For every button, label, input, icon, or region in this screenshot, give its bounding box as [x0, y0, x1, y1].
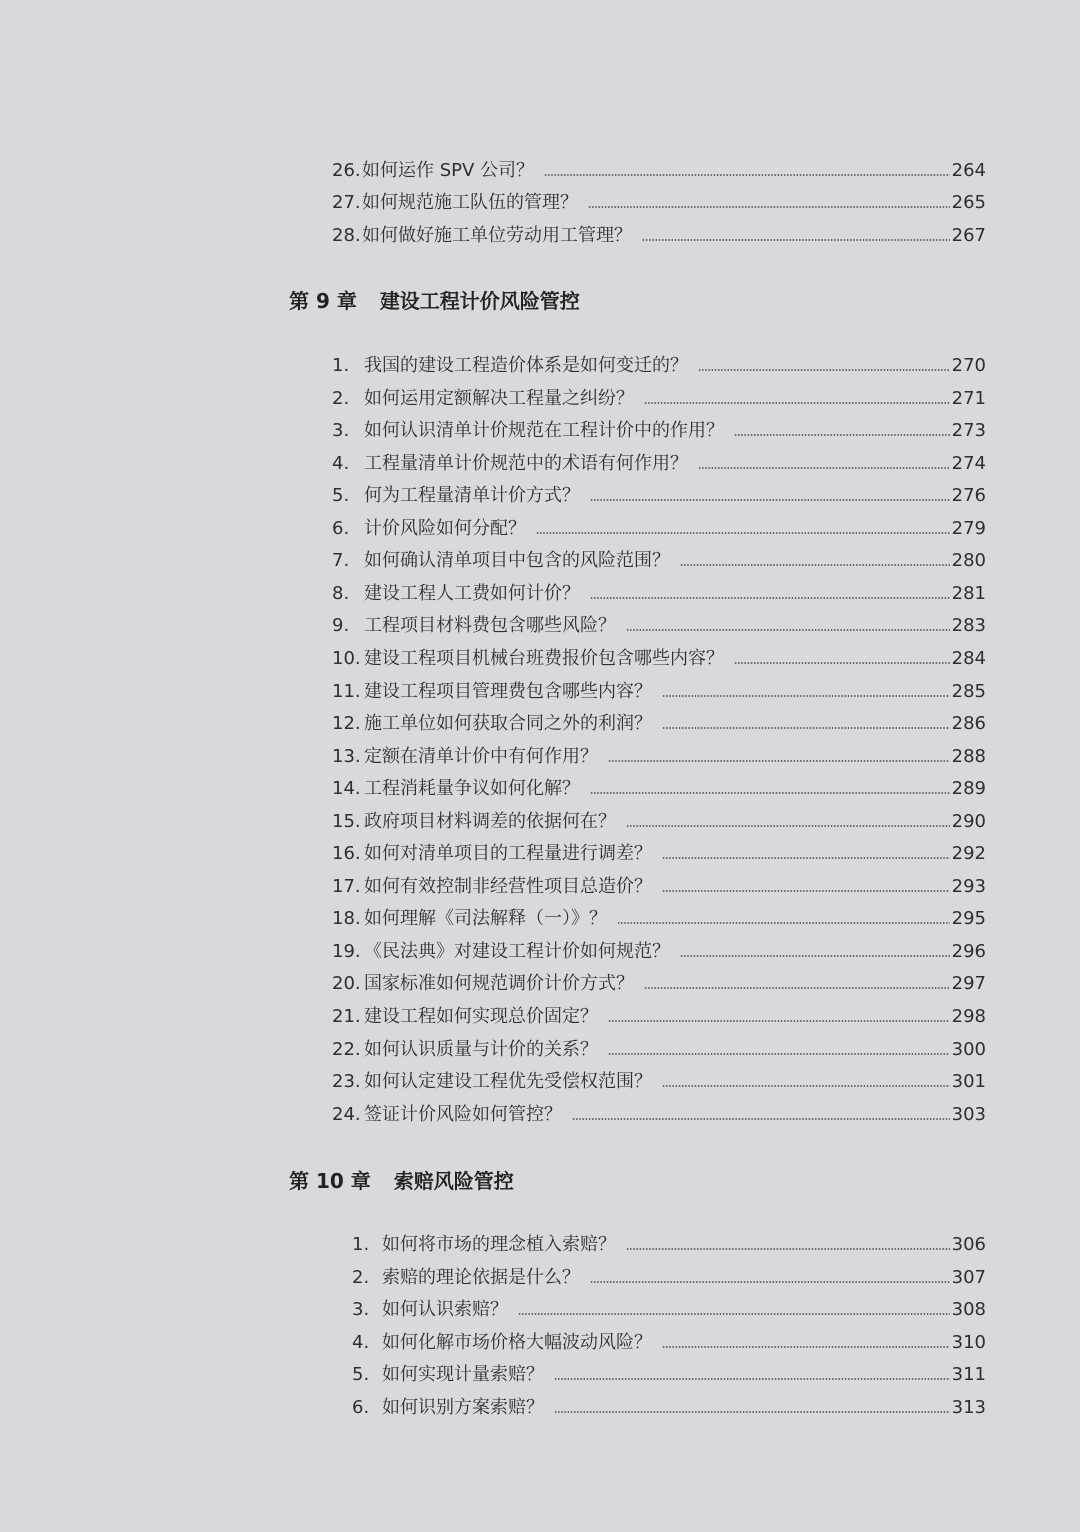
entry-number: 19.	[332, 940, 361, 962]
entry-title: 建设工程人工费如何计价？	[364, 582, 580, 604]
dot-leader	[626, 629, 950, 631]
entry-title: 定额在清单计价中有何作用？	[364, 745, 598, 767]
entry-number: 7.	[332, 550, 350, 572]
toc-entry[interactable]	[332, 384, 986, 414]
dot-leader	[590, 792, 950, 794]
entry-number: 3.	[352, 1299, 370, 1321]
entry-title: 如何有效控制非经营性项目总造价？	[364, 875, 652, 897]
toc-entry[interactable]	[332, 742, 986, 772]
entry-title: 索赔的理论依据是什么？	[382, 1266, 580, 1288]
toc-entry[interactable]	[332, 546, 986, 576]
entry-page: 265	[951, 192, 986, 213]
entry-number: 5.	[352, 1364, 370, 1386]
entry-title: 工程消耗量争议如何化解？	[364, 778, 580, 800]
dot-leader	[644, 402, 950, 404]
dot-leader	[734, 434, 950, 436]
entry-title: 如何做好施工单位劳动用工管理？	[362, 225, 632, 246]
entry-page: 280	[951, 550, 986, 572]
dot-leader	[608, 760, 950, 762]
entry-number: 23.	[332, 1071, 361, 1093]
entry-page: 284	[951, 647, 986, 669]
entry-title: 如何运用定额解决工程量之纠纷？	[364, 387, 634, 409]
entry-page: 313	[951, 1396, 986, 1418]
entry-page: 281	[951, 582, 986, 604]
toc-entry[interactable]	[332, 416, 986, 446]
entry-title: 如何认识清单计价规范在工程计价中的作用？	[364, 420, 724, 442]
entry-page: 286	[951, 713, 986, 735]
entry-page: 297	[951, 973, 986, 995]
entry-number: 20.	[332, 973, 361, 995]
toc-entry[interactable]	[332, 351, 986, 381]
entry-number: 17.	[332, 875, 361, 897]
entry-number: 1.	[332, 355, 350, 376]
toc-entry[interactable]	[332, 481, 986, 511]
entry-page: 279	[951, 517, 986, 539]
entry-page: 288	[951, 745, 986, 767]
toc-entry[interactable]	[332, 709, 986, 739]
chapter-title: 索赔风险管控	[393, 1169, 514, 1193]
entry-title: 建设工程如何实现总价固定？	[364, 1006, 598, 1027]
entry-number: 12.	[332, 713, 361, 735]
chapter-heading[interactable]	[289, 284, 580, 318]
dot-leader	[626, 1248, 950, 1250]
entry-page: 293	[951, 875, 986, 897]
dot-leader	[662, 695, 950, 697]
entry-title: 如何规范施工队伍的管理？	[362, 192, 578, 213]
dot-leader	[626, 825, 950, 827]
entry-number: 5.	[332, 485, 350, 507]
entry-page: 273	[951, 420, 986, 442]
entry-number: 21.	[332, 1006, 361, 1027]
dot-leader	[590, 1281, 950, 1283]
entry-number: 3.	[332, 420, 350, 442]
entry-title: 如何识别方案索赔？	[382, 1396, 544, 1418]
entry-page: 295	[951, 908, 986, 930]
entry-page: 308	[951, 1299, 986, 1321]
toc-entry[interactable]	[332, 611, 986, 641]
toc-entry[interactable]	[332, 579, 986, 609]
entry-page: 264	[951, 160, 986, 181]
entry-page: 276	[951, 485, 986, 507]
dot-leader	[588, 206, 950, 208]
entry-title: 如何对清单项目的工程量进行调差？	[364, 843, 652, 865]
entry-number: 27.	[332, 192, 361, 213]
entry-title: 如何确认清单项目中包含的风险范围？	[364, 550, 670, 572]
entry-page: 267	[951, 225, 986, 246]
toc-entry[interactable]	[332, 188, 986, 218]
entry-title: 如何认定建设工程优先受偿权范围？	[364, 1071, 652, 1093]
entry-title: 如何实现计量索赔？	[382, 1364, 544, 1386]
dot-leader	[617, 922, 950, 924]
toc-entry[interactable]	[332, 872, 986, 902]
dot-leader	[662, 1085, 950, 1087]
entry-number: 28.	[332, 225, 361, 246]
entry-title: 如何认识质量与计价的关系？	[364, 1038, 598, 1060]
entry-page: 310	[951, 1331, 986, 1353]
entry-title: 我国的建设工程造价体系是如何变迁的？	[364, 355, 688, 376]
entry-number: 2.	[352, 1266, 370, 1288]
entry-title: 施工单位如何获取合同之外的利润？	[364, 713, 652, 735]
entry-page: 292	[951, 843, 986, 865]
entry-title: 何为工程量清单计价方式？	[364, 485, 580, 507]
entry-page: 301	[951, 1071, 986, 1093]
entry-number: 6.	[352, 1396, 370, 1418]
entry-number: 13.	[332, 745, 361, 767]
toc-entry[interactable]	[332, 904, 986, 934]
entry-number: 18.	[332, 908, 361, 930]
dot-leader	[680, 955, 950, 957]
toc-entry[interactable]	[332, 1002, 986, 1032]
chapter-label: 第 9 章	[289, 289, 357, 313]
entry-number: 2.	[332, 387, 350, 409]
dot-leader	[662, 1346, 950, 1348]
dot-leader	[608, 1020, 950, 1022]
entry-page: 300	[951, 1038, 986, 1060]
entry-title: 政府项目材料调差的依据何在？	[364, 810, 616, 832]
dot-leader	[698, 369, 950, 371]
entry-title: 如何运作 SPV 公司？	[362, 160, 535, 181]
dot-leader	[734, 662, 950, 664]
entry-title: 计价风险如何分配？	[364, 517, 526, 539]
toc-entry[interactable]	[332, 969, 986, 999]
entry-number: 10.	[332, 647, 361, 669]
toc-entry[interactable]	[332, 1100, 986, 1130]
toc-entry[interactable]	[352, 1393, 986, 1423]
entry-title: 建设工程项目机械台班费报价包含哪些内容？	[364, 647, 724, 669]
entry-page: 289	[951, 778, 986, 800]
entry-title: 如何化解市场价格大幅波动风险？	[382, 1331, 652, 1353]
dot-leader	[590, 597, 950, 599]
entry-page: 303	[951, 1103, 986, 1125]
entry-page: 296	[951, 940, 986, 962]
toc-entry[interactable]	[332, 1035, 986, 1065]
entry-title: 如何理解《司法解释（一）》？	[364, 908, 607, 930]
toc-entry[interactable]	[332, 677, 986, 707]
toc-entry[interactable]	[352, 1263, 986, 1293]
entry-page: 285	[951, 680, 986, 702]
chapter-title: 建设工程计价风险管控	[379, 289, 580, 313]
entry-page: 283	[951, 615, 986, 637]
entry-title: 签证计价风险如何管控？	[364, 1103, 562, 1125]
entry-page: 311	[951, 1364, 986, 1386]
entry-number: 24.	[332, 1103, 361, 1125]
entry-title: 工程量清单计价规范中的术语有何作用？	[364, 452, 688, 474]
entry-number: 22.	[332, 1038, 361, 1060]
chapter-label: 第 10 章	[289, 1169, 371, 1193]
dot-leader	[572, 1118, 950, 1120]
entry-title: 《民法典》对建设工程计价如何规范？	[364, 940, 670, 962]
toc-entry[interactable]	[332, 449, 986, 479]
entry-number: 26.	[332, 160, 361, 181]
entry-number: 11.	[332, 680, 361, 702]
entry-number: 8.	[332, 582, 350, 604]
entry-number: 9.	[332, 615, 350, 637]
toc-entry[interactable]	[332, 774, 986, 804]
entry-title: 工程项目材料费包含哪些风险？	[364, 615, 616, 637]
toc-entry[interactable]	[332, 807, 986, 837]
entry-page: 274	[951, 452, 986, 474]
entry-page: 298	[951, 1006, 986, 1027]
toc-entry[interactable]	[332, 221, 986, 251]
entry-number: 4.	[352, 1331, 370, 1353]
toc-entry[interactable]	[332, 937, 986, 967]
entry-number: 6.	[332, 517, 350, 539]
entry-number: 4.	[332, 452, 350, 474]
dot-leader	[554, 1378, 950, 1380]
dot-leader	[662, 727, 950, 729]
entry-title: 国家标准如何规范调价计价方式？	[364, 973, 634, 995]
toc-entry[interactable]	[352, 1328, 986, 1358]
toc-entry[interactable]	[352, 1230, 986, 1260]
toc-entry[interactable]	[332, 644, 986, 674]
dot-leader	[698, 467, 950, 469]
dot-leader	[590, 499, 950, 501]
dot-leader	[544, 174, 950, 176]
entry-page: 270	[951, 355, 986, 376]
dot-leader	[644, 987, 950, 989]
toc-entry[interactable]	[332, 156, 986, 186]
entry-page: 307	[951, 1266, 986, 1288]
entry-title: 如何认识索赔？	[382, 1299, 508, 1321]
toc-entry[interactable]	[352, 1360, 986, 1390]
entry-title: 如何将市场的理念植入索赔？	[382, 1234, 616, 1255]
dot-leader	[536, 532, 950, 534]
dot-leader	[642, 239, 950, 241]
toc-entry[interactable]	[332, 839, 986, 869]
entry-number: 14.	[332, 778, 361, 800]
entry-title: 建设工程项目管理费包含哪些内容？	[364, 680, 652, 702]
toc-entry[interactable]	[352, 1295, 986, 1325]
entry-page: 306	[951, 1234, 986, 1255]
entry-page: 290	[951, 810, 986, 832]
chapter-heading[interactable]	[289, 1164, 514, 1198]
entry-number: 15.	[332, 810, 361, 832]
toc-entry[interactable]	[332, 514, 986, 544]
dot-leader	[554, 1411, 950, 1413]
entry-number: 16.	[332, 843, 361, 865]
dot-leader	[662, 857, 950, 859]
toc-entry[interactable]	[332, 1067, 986, 1097]
dot-leader	[662, 890, 950, 892]
dot-leader	[608, 1053, 950, 1055]
entry-number: 1.	[352, 1234, 370, 1255]
dot-leader	[680, 564, 950, 566]
entry-page: 271	[951, 387, 986, 409]
dot-leader	[518, 1313, 950, 1315]
